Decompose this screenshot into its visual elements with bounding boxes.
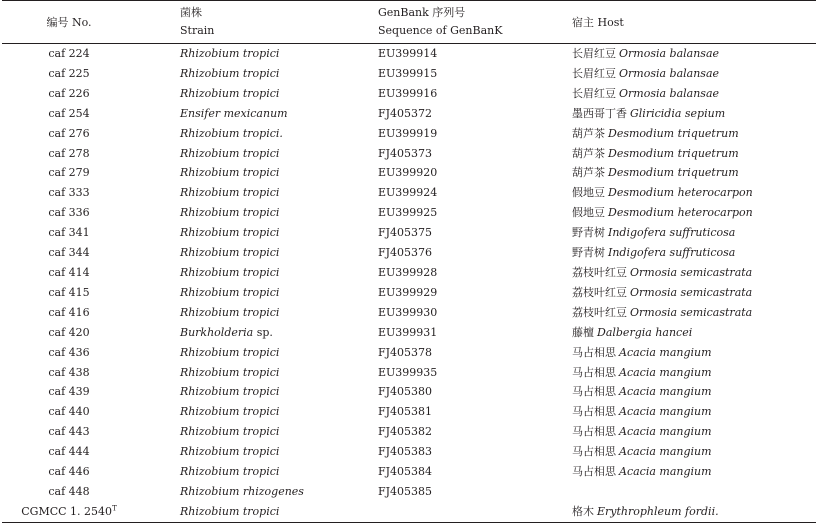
host-latin-name: Acacia mangium (619, 445, 712, 459)
table-row (2, 283, 816, 303)
host-latin-name: Gliricidia sepium (630, 106, 726, 120)
host-latin-name: Ormosia semicastrata (630, 285, 753, 299)
host-latin-name: Erythrophleum fordii. (597, 504, 719, 518)
genbank-accession: EU399914 (378, 47, 438, 60)
cell-strain (136, 482, 334, 502)
header-host (530, 1, 816, 44)
cell-id (2, 402, 136, 422)
header-strain (136, 1, 334, 44)
cell-strain (136, 502, 334, 522)
table-row (2, 64, 816, 84)
cell-genbank (334, 303, 530, 323)
cell-genbank (334, 243, 530, 263)
cell-id (2, 303, 136, 323)
host-chinese-name: 马占相思 (572, 345, 616, 359)
genbank-accession: EU399920 (378, 166, 438, 180)
cell-id (2, 183, 136, 203)
cell-genbank (334, 44, 530, 64)
strain-id: caf 225 (48, 66, 90, 80)
genbank-accession: FJ405372 (378, 106, 433, 120)
host-latin-name: Indigofera suffruticosa (608, 246, 736, 260)
host-chinese-name: 葫芦茶 (572, 126, 605, 140)
host-latin-name: Desmodium triquetrum (608, 146, 739, 160)
cell-id (2, 104, 136, 124)
header-host-label: 宿主 Host (572, 16, 624, 29)
genbank-accession: FJ405382 (378, 425, 433, 439)
table-row (2, 422, 816, 442)
cell-strain (136, 104, 334, 124)
cell-strain (136, 124, 334, 144)
strain-name: Rhizobium tropici (180, 345, 280, 359)
cell-host (530, 422, 816, 442)
strain-name: Rhizobium tropici (180, 365, 280, 379)
cell-strain (136, 402, 334, 422)
type-strain-mark: T (112, 504, 117, 513)
table-row (2, 84, 816, 104)
cell-host (530, 243, 816, 263)
cell-host (530, 502, 816, 522)
genbank-accession: EU399928 (378, 265, 438, 279)
strain-name: Rhizobium tropici (180, 47, 280, 60)
cell-host (530, 323, 816, 343)
strain-id: caf 278 (48, 146, 90, 160)
genbank-accession: EU399931 (378, 325, 438, 339)
cell-host (530, 183, 816, 203)
cell-strain (136, 422, 334, 442)
strain-name: Ensifer mexicanum (180, 106, 288, 120)
table-row (2, 243, 816, 263)
cell-id (2, 163, 136, 183)
table-row (2, 144, 816, 164)
strain-name: Rhizobium tropici (180, 465, 280, 479)
strain-name: Rhizobium tropici (180, 445, 280, 459)
cell-strain (136, 303, 334, 323)
host-latin-name: Acacia mangium (619, 385, 712, 399)
genbank-accession: EU399919 (378, 126, 438, 140)
header-row (2, 1, 816, 44)
genbank-accession: FJ405385 (378, 484, 433, 498)
strain-name: Rhizobium tropici (180, 305, 280, 319)
host-latin-name: Ormosia semicastrata (630, 265, 753, 279)
strain-id: CGMCC 1. 2540 (21, 504, 113, 518)
genbank-accession: EU399916 (378, 86, 438, 100)
strain-name: Rhizobium tropici (180, 66, 280, 80)
cell-host (530, 303, 816, 323)
cell-genbank (334, 183, 530, 203)
cell-host (530, 163, 816, 183)
cell-id (2, 343, 136, 363)
host-chinese-name: 长眉红豆 (572, 66, 616, 80)
cell-genbank (334, 402, 530, 422)
table-header (2, 1, 816, 44)
cell-id (2, 144, 136, 164)
strain-id: caf 279 (48, 166, 90, 180)
strain-id: caf 254 (48, 106, 90, 120)
strain-table (2, 0, 816, 523)
strain-id: caf 226 (48, 86, 90, 100)
host-latin-name: Desmodium heterocarpon (608, 186, 753, 200)
strain-name: Rhizobium tropici (180, 206, 280, 220)
genbank-accession: FJ405378 (378, 345, 433, 359)
strain-id: caf 341 (48, 226, 90, 240)
cell-strain (136, 44, 334, 64)
strain-id: caf 440 (48, 405, 90, 419)
cell-strain (136, 343, 334, 363)
cell-genbank (334, 124, 530, 144)
strain-name: Rhizobium tropici (180, 405, 280, 419)
host-chinese-name: 长眉红豆 (572, 86, 616, 100)
table-row (2, 124, 816, 144)
cell-genbank (334, 203, 530, 223)
cell-id (2, 64, 136, 84)
strain-id: caf 333 (48, 186, 90, 200)
strain-id: caf 436 (48, 345, 90, 359)
strain-name: Rhizobium tropici (180, 166, 280, 180)
host-chinese-name: 荔枝叶红豆 (572, 285, 627, 299)
cell-id (2, 363, 136, 383)
genbank-accession: FJ405376 (378, 246, 433, 260)
host-latin-name: Acacia mangium (619, 425, 712, 439)
cell-id (2, 323, 136, 343)
table-row (2, 502, 816, 522)
strain-name: Rhizobium tropici (180, 226, 280, 240)
cell-id (2, 243, 136, 263)
host-latin-name: Desmodium triquetrum (608, 126, 739, 140)
table-row (2, 203, 816, 223)
strain-id: caf 443 (48, 425, 90, 439)
host-chinese-name: 葫芦茶 (572, 146, 605, 160)
cell-id (2, 482, 136, 502)
cell-host (530, 223, 816, 243)
strain-id: caf 344 (48, 246, 90, 260)
cell-genbank (334, 144, 530, 164)
cell-strain (136, 442, 334, 462)
strain-name: Rhizobium tropici (180, 285, 280, 299)
cell-genbank (334, 502, 530, 522)
cell-host (530, 64, 816, 84)
cell-genbank (334, 163, 530, 183)
host-latin-name: Acacia mangium (619, 465, 712, 479)
strain-id: caf 439 (48, 385, 90, 399)
strain-name: Burkholderia (180, 325, 254, 339)
cell-genbank (334, 462, 530, 482)
cell-id (2, 124, 136, 144)
header-id-label: 编号 No. (46, 16, 92, 29)
host-latin-name: Ormosia balansae (619, 66, 720, 80)
cell-strain (136, 382, 334, 402)
cell-id (2, 382, 136, 402)
cell-host (530, 104, 816, 124)
host-latin-name: Ormosia balansae (619, 47, 720, 60)
cell-host (530, 84, 816, 104)
host-chinese-name: 马占相思 (572, 465, 616, 479)
header-genbank (334, 1, 530, 44)
genbank-accession: EU399925 (378, 206, 438, 220)
cell-id (2, 84, 136, 104)
cell-host (530, 442, 816, 462)
cell-host (530, 124, 816, 144)
table-row (2, 263, 816, 283)
strain-id: caf 444 (48, 445, 90, 459)
strain-name: Rhizobium tropici (180, 425, 280, 439)
host-chinese-name: 墨西哥丁香 (572, 106, 627, 120)
table-row (2, 223, 816, 243)
genbank-accession: EU399935 (378, 365, 438, 379)
host-chinese-name: 马占相思 (572, 445, 616, 459)
cell-genbank (334, 382, 530, 402)
strain-id: caf 276 (48, 126, 90, 140)
cell-host (530, 144, 816, 164)
cell-strain (136, 283, 334, 303)
strain-name: Rhizobium tropici. (180, 126, 283, 140)
cell-host (530, 363, 816, 383)
table-row (2, 402, 816, 422)
cell-genbank (334, 283, 530, 303)
table-body (2, 44, 816, 523)
cell-genbank (334, 104, 530, 124)
host-chinese-name: 假地豆 (572, 206, 605, 220)
strain-name: Rhizobium tropici (180, 246, 280, 260)
host-latin-name: Desmodium triquetrum (608, 166, 739, 180)
host-chinese-name: 马占相思 (572, 405, 616, 419)
cell-genbank (334, 482, 530, 502)
genbank-accession: EU399924 (378, 186, 438, 200)
cell-strain (136, 323, 334, 343)
genbank-accession: FJ405384 (378, 465, 433, 479)
strain-name: Rhizobium rhizogenes (180, 484, 304, 498)
host-chinese-name: 马占相思 (572, 385, 616, 399)
table-row (2, 462, 816, 482)
strain-id: caf 438 (48, 365, 90, 379)
header-strain-en: Strain (180, 24, 215, 37)
table-row (2, 343, 816, 363)
cell-genbank (334, 223, 530, 243)
cell-id (2, 462, 136, 482)
cell-id (2, 223, 136, 243)
cell-strain (136, 64, 334, 84)
table-row (2, 303, 816, 323)
cell-host (530, 44, 816, 64)
table-row (2, 163, 816, 183)
cell-host (530, 462, 816, 482)
strain-id: caf 420 (48, 325, 90, 339)
host-chinese-name: 野青树 (572, 246, 605, 260)
host-chinese-name: 格木 (572, 504, 594, 518)
host-latin-name: Indigofera suffruticosa (608, 226, 736, 240)
table-row (2, 363, 816, 383)
genbank-accession: FJ405373 (378, 146, 433, 160)
cell-host (530, 382, 816, 402)
table-row (2, 382, 816, 402)
host-latin-name: Dalbergia hancei (597, 325, 693, 339)
cell-genbank (334, 422, 530, 442)
cell-id (2, 502, 136, 522)
cell-strain (136, 263, 334, 283)
cell-id (2, 203, 136, 223)
cell-id (2, 283, 136, 303)
strain-name: Rhizobium tropici (180, 504, 280, 518)
genbank-accession: FJ405375 (378, 226, 433, 240)
host-chinese-name: 荔枝叶红豆 (572, 265, 627, 279)
genbank-accession: FJ405383 (378, 445, 433, 459)
cell-strain (136, 203, 334, 223)
strain-name: Rhizobium tropici (180, 146, 280, 160)
genbank-accession: EU399915 (378, 66, 438, 80)
host-chinese-name: 马占相思 (572, 365, 616, 379)
table-row (2, 104, 816, 124)
genbank-accession: EU399930 (378, 305, 438, 319)
cell-genbank (334, 442, 530, 462)
cell-host (530, 263, 816, 283)
strain-id: caf 336 (48, 206, 90, 220)
genbank-accession: FJ405380 (378, 385, 433, 399)
cell-host (530, 402, 816, 422)
strain-id: caf 416 (48, 305, 90, 319)
cell-host (530, 343, 816, 363)
header-genbank-en: Sequence of GenBanK (378, 24, 503, 37)
cell-strain (136, 223, 334, 243)
strain-name: Rhizobium tropici (180, 86, 280, 100)
cell-genbank (334, 363, 530, 383)
strain-name: Rhizobium tropici (180, 385, 280, 399)
cell-strain (136, 462, 334, 482)
cell-genbank (334, 323, 530, 343)
genbank-accession: EU399929 (378, 285, 438, 299)
cell-strain (136, 84, 334, 104)
table-row (2, 442, 816, 462)
host-latin-name: Acacia mangium (619, 345, 712, 359)
host-latin-name: Desmodium heterocarpon (608, 206, 753, 220)
strain-id: caf 448 (48, 484, 90, 498)
strain-id: caf 446 (48, 465, 90, 479)
cell-id (2, 44, 136, 64)
table-row (2, 482, 816, 502)
genbank-accession: FJ405381 (378, 405, 433, 419)
host-chinese-name: 长眉红豆 (572, 47, 616, 60)
cell-genbank (334, 64, 530, 84)
cell-id (2, 422, 136, 442)
strain-id: caf 224 (48, 47, 90, 60)
host-chinese-name: 马占相思 (572, 425, 616, 439)
cell-genbank (334, 343, 530, 363)
cell-genbank (334, 263, 530, 283)
host-latin-name: Acacia mangium (619, 365, 712, 379)
host-chinese-name: 假地豆 (572, 186, 605, 200)
table-row (2, 44, 816, 64)
strain-id: caf 414 (48, 265, 90, 279)
cell-strain (136, 363, 334, 383)
host-chinese-name: 荔枝叶红豆 (572, 305, 627, 319)
strain-name: Rhizobium tropici (180, 186, 280, 200)
cell-id (2, 442, 136, 462)
cell-genbank (334, 84, 530, 104)
cell-id (2, 263, 136, 283)
cell-strain (136, 144, 334, 164)
host-latin-name: Acacia mangium (619, 405, 712, 419)
cell-strain (136, 183, 334, 203)
cell-host (530, 283, 816, 303)
header-strain-cn: 菌株 (180, 6, 202, 19)
table-row (2, 183, 816, 203)
cell-strain (136, 243, 334, 263)
strain-suffix: sp. (253, 325, 273, 339)
header-id (2, 1, 136, 44)
strain-name: Rhizobium tropici (180, 265, 280, 279)
cell-host (530, 482, 816, 502)
host-chinese-name: 野青树 (572, 226, 605, 240)
header-genbank-cn: GenBank 序列号 (378, 6, 466, 19)
strain-id: caf 415 (48, 285, 90, 299)
host-chinese-name: 藤檀 (572, 325, 594, 339)
host-latin-name: Ormosia semicastrata (630, 305, 753, 319)
host-chinese-name: 葫芦茶 (572, 166, 605, 180)
host-latin-name: Ormosia balansae (619, 86, 720, 100)
cell-strain (136, 163, 334, 183)
table-row (2, 323, 816, 343)
cell-host (530, 203, 816, 223)
